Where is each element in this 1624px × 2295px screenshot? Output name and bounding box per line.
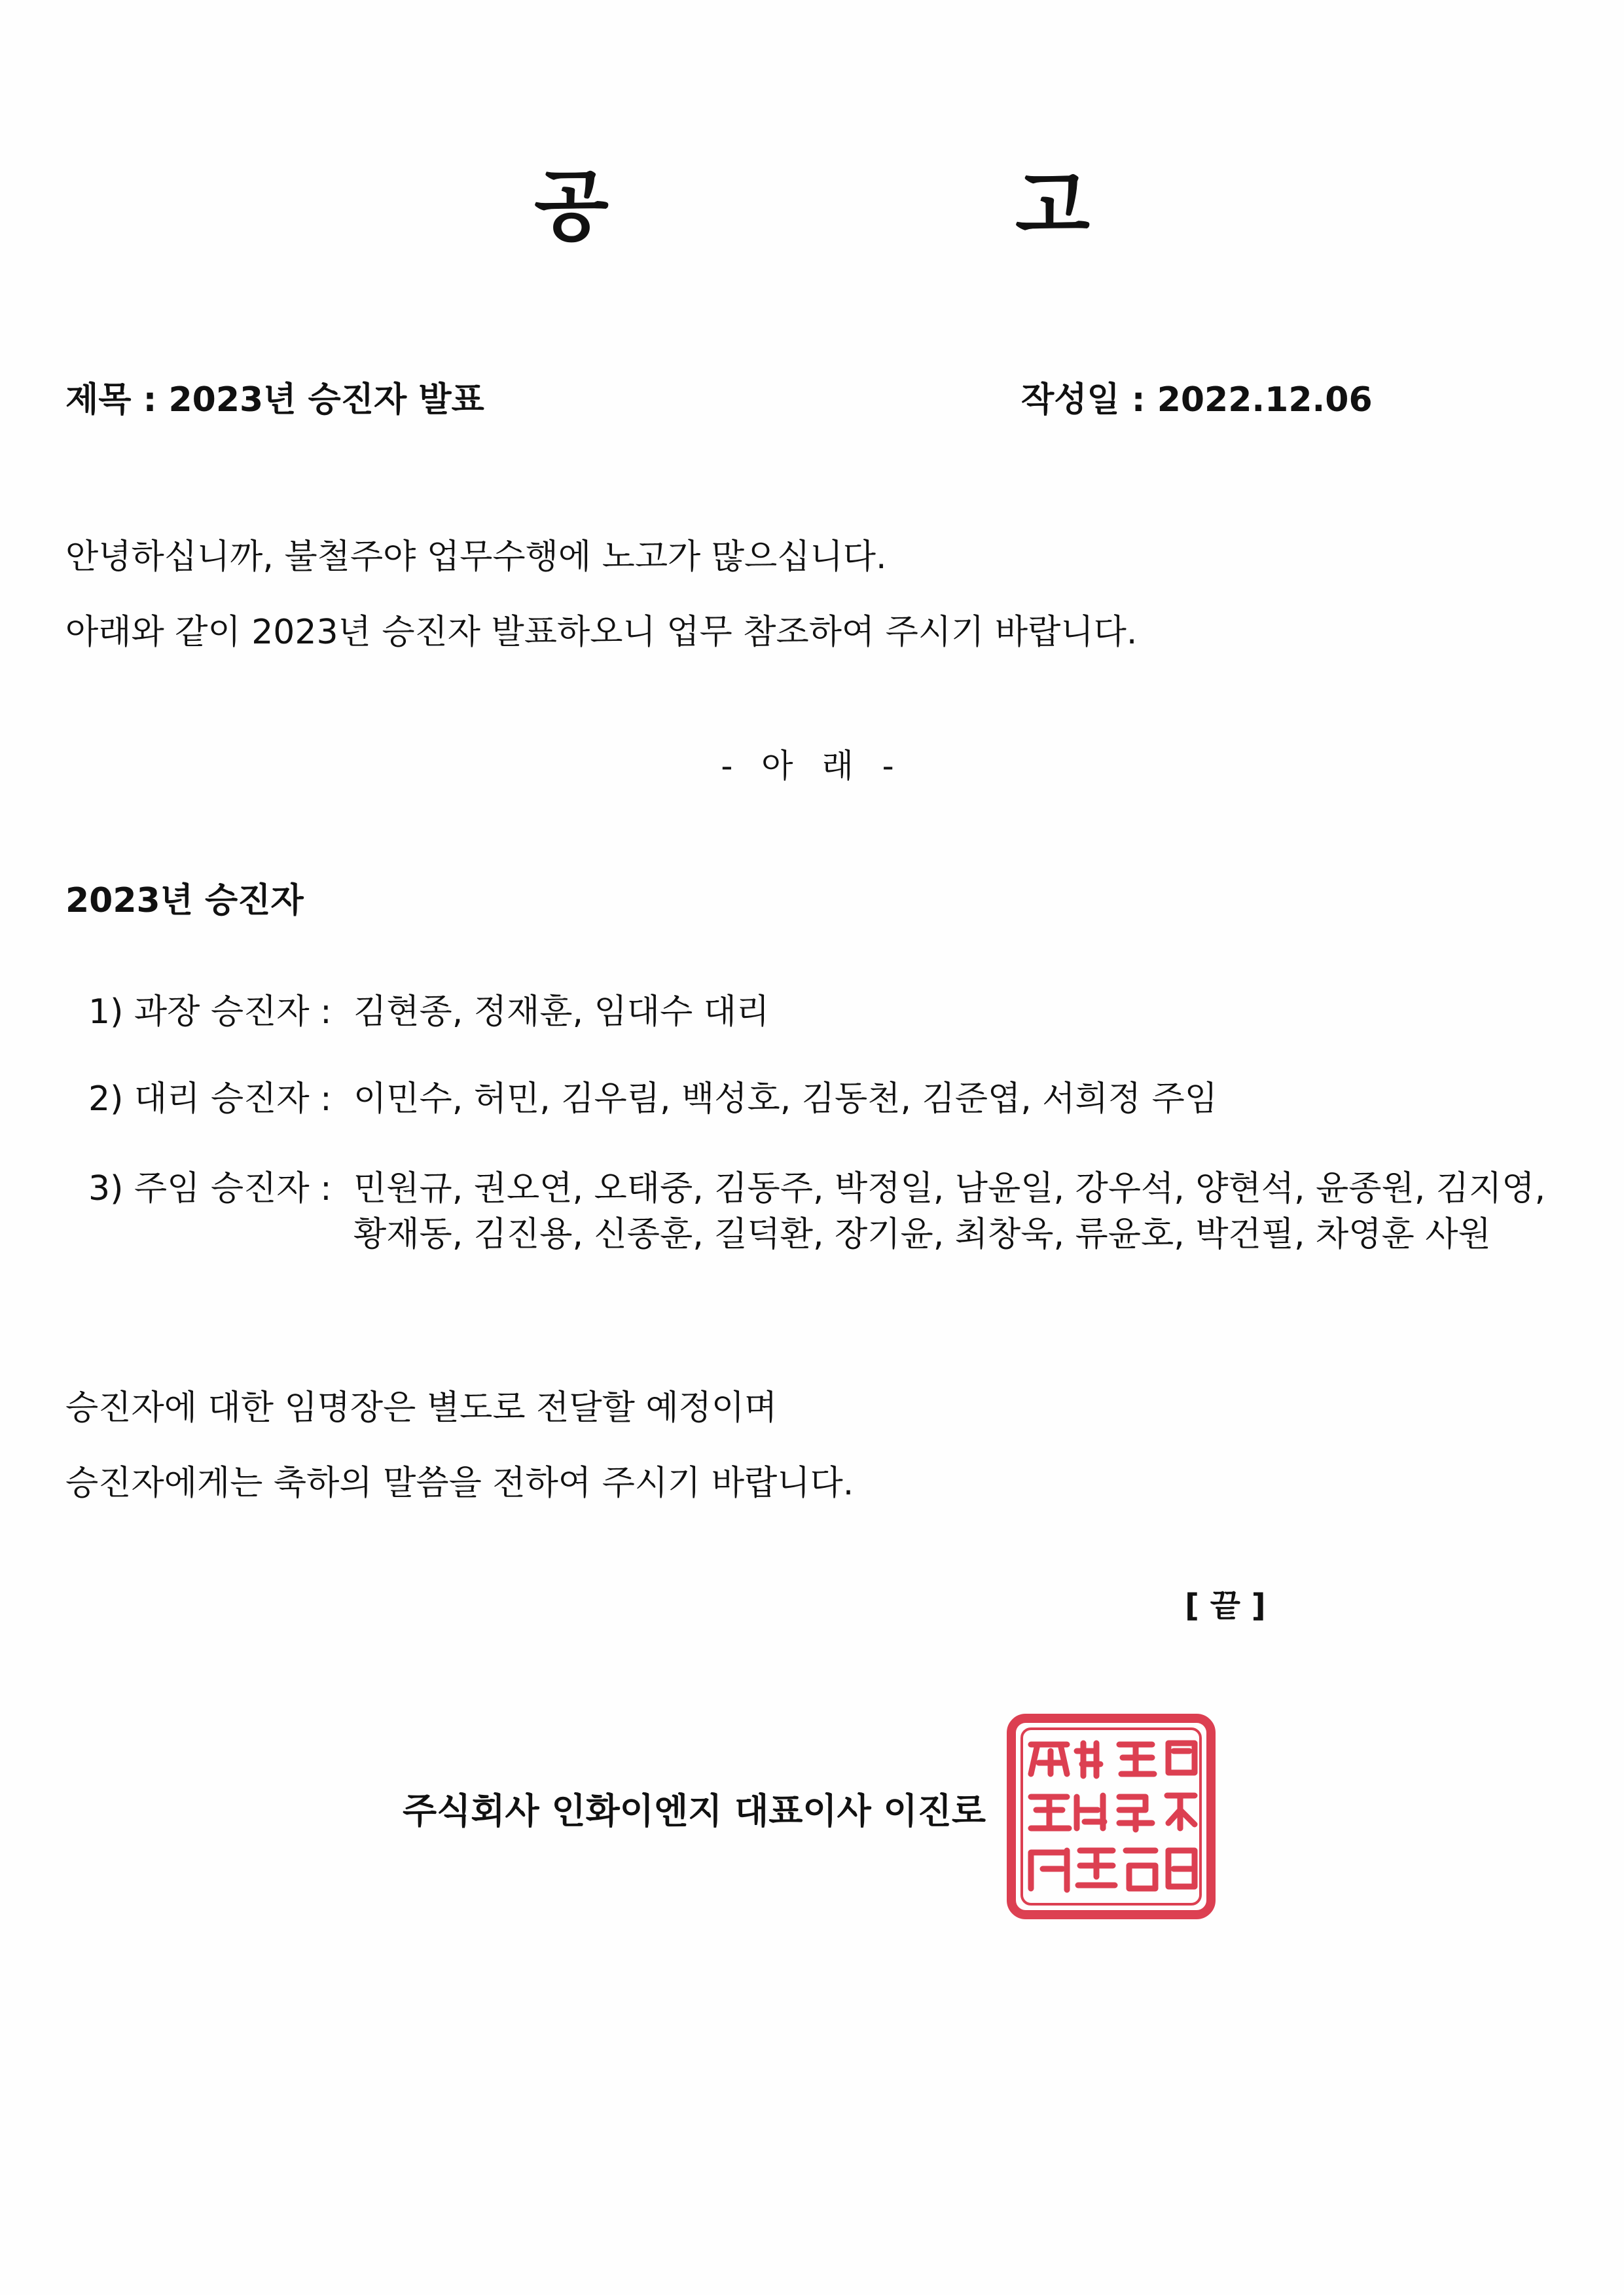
- section-title: 2023년 승진자: [65, 881, 304, 920]
- promotion-list-manager: 김현종, 정재훈, 임대수 대리: [353, 992, 770, 1032]
- closing-line-2: 승진자에게는 축하의 말씀을 전하여 주시기 바랍니다.: [65, 1464, 854, 1503]
- promotion-label-senior-staff: 3) 주임 승진자 :: [88, 1169, 332, 1208]
- promotion-list-assistant-manager: 이민수, 허민, 김우림, 백성호, 김동천, 김준엽, 서희정 주임: [353, 1079, 1218, 1119]
- subject-line: 제목 : 2023년 승진자 발표: [65, 380, 484, 420]
- promotion-list-senior-staff-line-1: 민원규, 권오연, 오태중, 김동주, 박정일, 남윤일, 강우석, 양현석, 윤종원, 김지영,: [353, 1169, 1546, 1208]
- greeting-line-2: 아래와 같이 2023년 승진자 발표하오니 업무 참조하여 주시기 바랍니다.: [65, 613, 1138, 652]
- company-seal: [1005, 1712, 1218, 1921]
- closing-line-1: 승진자에 대한 임명장은 별도로 전달할 예정이며: [65, 1388, 778, 1428]
- end-mark: [ 끝 ]: [1185, 1587, 1266, 1624]
- promotion-label-assistant-manager: 2) 대리 승진자 :: [88, 1079, 332, 1119]
- document-title: 공 고: [533, 161, 1280, 251]
- notice-separator: - 아 래 -: [721, 747, 903, 785]
- written-date: 작성일 : 2022.12.06: [1021, 380, 1373, 420]
- promotion-label-manager: 1) 과장 승진자 :: [88, 992, 332, 1032]
- signature-line: 주식회사 인화이엔지 대표이사 이진로: [403, 1790, 986, 1832]
- greeting-line-1: 안녕하십니까, 불철주야 업무수행에 노고가 많으십니다.: [65, 537, 887, 577]
- promotion-list-senior-staff-line-2: 황재동, 김진용, 신종훈, 길덕환, 장기윤, 최창욱, 류윤호, 박건필, 차영훈 사원: [353, 1215, 1491, 1254]
